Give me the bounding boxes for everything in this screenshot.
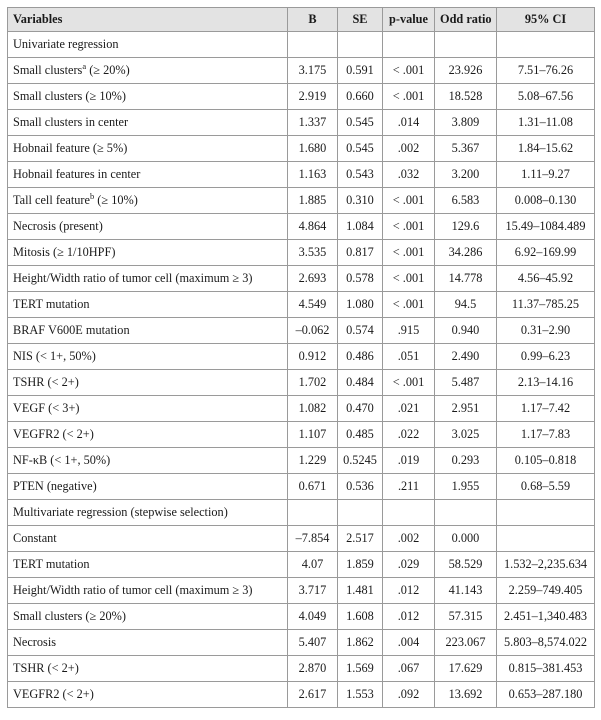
variable-label: TSHR (< 2+) — [13, 375, 79, 389]
cell-or: 23.926 — [435, 58, 497, 84]
variable-cell — [8, 396, 288, 422]
cell-b: 2.693 — [288, 266, 338, 292]
variable-cell — [8, 448, 288, 474]
cell-p: .022 — [383, 422, 435, 448]
table-row — [8, 240, 595, 266]
variable-label: Constant — [13, 531, 57, 545]
variable-label-suffix: (≥ 20%) — [86, 63, 130, 77]
cell-b: 3.535 — [288, 240, 338, 266]
cell-ci: 1.532–2,235.634 — [497, 552, 595, 578]
cell-p: .004 — [383, 630, 435, 656]
table-row — [8, 110, 595, 136]
variable-cell — [8, 136, 288, 162]
cell-or: 1.955 — [435, 474, 497, 500]
variable-label: TSHR (< 2+) — [13, 661, 79, 675]
cell-b: 1.163 — [288, 162, 338, 188]
cell-ci: 1.11–9.27 — [497, 162, 595, 188]
table-row — [8, 604, 595, 630]
cell-b: 0.912 — [288, 344, 338, 370]
cell-ci: 0.31–2.90 — [497, 318, 595, 344]
cell-p: .019 — [383, 448, 435, 474]
cell-p: .012 — [383, 604, 435, 630]
table-row — [8, 656, 595, 682]
cell-or: 2.951 — [435, 396, 497, 422]
header-se: SE — [338, 8, 383, 32]
cell-se — [338, 32, 383, 58]
cell-or: 18.528 — [435, 84, 497, 110]
cell-ci — [497, 526, 595, 552]
cell-or — [435, 32, 497, 58]
cell-or: 129.6 — [435, 214, 497, 240]
section-row — [8, 32, 595, 58]
variable-cell — [8, 162, 288, 188]
cell-b: 3.175 — [288, 58, 338, 84]
cell-ci: 0.105–0.818 — [497, 448, 595, 474]
cell-b: 1.337 — [288, 110, 338, 136]
cell-b: 4.07 — [288, 552, 338, 578]
variable-cell — [8, 682, 288, 708]
cell-or: 5.487 — [435, 370, 497, 396]
cell-se: 0.817 — [338, 240, 383, 266]
table-row — [8, 526, 595, 552]
cell-p: .012 — [383, 578, 435, 604]
cell-or: 3.025 — [435, 422, 497, 448]
cell-se: 0.545 — [338, 136, 383, 162]
cell-or: 57.315 — [435, 604, 497, 630]
cell-ci: 7.51–76.26 — [497, 58, 595, 84]
cell-b: 0.671 — [288, 474, 338, 500]
table-row — [8, 630, 595, 656]
cell-p: .014 — [383, 110, 435, 136]
cell-se: 1.862 — [338, 630, 383, 656]
variable-cell — [8, 422, 288, 448]
cell-or: 13.692 — [435, 682, 497, 708]
table-row — [8, 188, 595, 214]
cell-se: 0.310 — [338, 188, 383, 214]
cell-se: 0.486 — [338, 344, 383, 370]
cell-or: 2.490 — [435, 344, 497, 370]
cell-se: 0.536 — [338, 474, 383, 500]
table-row — [8, 552, 595, 578]
cell-p: .021 — [383, 396, 435, 422]
variable-cell — [8, 578, 288, 604]
cell-ci: 2.451–1,340.483 — [497, 604, 595, 630]
header-95-ci: 95% CI — [497, 8, 595, 32]
cell-p: < .001 — [383, 266, 435, 292]
table-row — [8, 474, 595, 500]
header-row — [8, 8, 595, 32]
cell-se: 0.470 — [338, 396, 383, 422]
cell-p: .067 — [383, 656, 435, 682]
cell-p: .032 — [383, 162, 435, 188]
table-row — [8, 162, 595, 188]
section-label — [8, 32, 288, 58]
table-row — [8, 58, 595, 84]
cell-or: 14.778 — [435, 266, 497, 292]
section-label — [8, 500, 288, 526]
cell-se: 0.660 — [338, 84, 383, 110]
variable-label: Necrosis — [13, 635, 57, 649]
cell-b: 1.107 — [288, 422, 338, 448]
cell-ci: 6.92–169.99 — [497, 240, 595, 266]
cell-se: 0.578 — [338, 266, 383, 292]
cell-b: 2.870 — [288, 656, 338, 682]
cell-se: 1.080 — [338, 292, 383, 318]
cell-ci: 0.815–381.453 — [497, 656, 595, 682]
table-row — [8, 370, 595, 396]
cell-se: 1.569 — [338, 656, 383, 682]
cell-b: 3.717 — [288, 578, 338, 604]
variable-cell — [8, 552, 288, 578]
cell-se: 1.608 — [338, 604, 383, 630]
cell-p: < .001 — [383, 188, 435, 214]
table-header — [8, 8, 595, 32]
cell-se: 0.543 — [338, 162, 383, 188]
table-row — [8, 214, 595, 240]
cell-b: 4.864 — [288, 214, 338, 240]
cell-p: .029 — [383, 552, 435, 578]
variable-label: Small clusters (≥ 10%) — [13, 89, 126, 103]
cell-ci: 0.653–287.180 — [497, 682, 595, 708]
cell-ci: 1.84–15.62 — [497, 136, 595, 162]
cell-se: 0.5245 — [338, 448, 383, 474]
cell-p: < .001 — [383, 370, 435, 396]
variable-cell — [8, 240, 288, 266]
cell-or: 0.293 — [435, 448, 497, 474]
table-row — [8, 84, 595, 110]
variable-cell — [8, 266, 288, 292]
table-row — [8, 318, 595, 344]
section-row — [8, 500, 595, 526]
cell-or — [435, 500, 497, 526]
footnote-marker: a — [82, 61, 87, 71]
variable-cell — [8, 58, 288, 84]
cell-ci — [497, 32, 595, 58]
cell-b: 1.702 — [288, 370, 338, 396]
cell-b: 1.229 — [288, 448, 338, 474]
cell-or: 5.367 — [435, 136, 497, 162]
header-variables: Variables — [8, 8, 288, 32]
variable-label: VEGFR2 (< 2+) — [13, 427, 94, 441]
cell-ci: 4.56–45.92 — [497, 266, 595, 292]
cell-b: 4.049 — [288, 604, 338, 630]
cell-p: < .001 — [383, 292, 435, 318]
table-row — [8, 396, 595, 422]
variable-label: Univariate regression — [13, 37, 119, 51]
variable-cell — [8, 630, 288, 656]
variable-label: TERT mutation — [13, 297, 90, 311]
variable-cell — [8, 656, 288, 682]
header-p-value: p-value — [383, 8, 435, 32]
cell-b: 1.680 — [288, 136, 338, 162]
variable-cell — [8, 344, 288, 370]
cell-se: 2.517 — [338, 526, 383, 552]
variable-cell — [8, 474, 288, 500]
variable-label: Small clusters — [13, 63, 83, 77]
cell-or: 58.529 — [435, 552, 497, 578]
variable-label-suffix: (≥ 10%) — [94, 193, 138, 207]
cell-se: 1.481 — [338, 578, 383, 604]
cell-se: 0.574 — [338, 318, 383, 344]
variable-cell — [8, 604, 288, 630]
variable-cell — [8, 214, 288, 240]
cell-b: 4.549 — [288, 292, 338, 318]
variable-label: Small clusters in center — [13, 115, 129, 129]
cell-or: 223.067 — [435, 630, 497, 656]
cell-b — [288, 32, 338, 58]
variable-cell — [8, 188, 288, 214]
cell-se — [338, 500, 383, 526]
cell-p: .092 — [383, 682, 435, 708]
cell-ci — [497, 500, 595, 526]
variable-label: Tall cell feature — [13, 193, 90, 207]
cell-ci: 2.13–14.16 — [497, 370, 595, 396]
variable-label: VEGF (< 3+) — [13, 401, 80, 415]
cell-p: < .001 — [383, 240, 435, 266]
cell-se: 0.545 — [338, 110, 383, 136]
cell-p — [383, 32, 435, 58]
table-row — [8, 448, 595, 474]
variable-label: Small clusters (≥ 20%) — [13, 609, 126, 623]
variable-label: Multivariate regression (stepwise selection) — [13, 505, 228, 519]
cell-b: –7.854 — [288, 526, 338, 552]
variable-label: PTEN (negative) — [13, 479, 97, 493]
variable-label: Height/Width ratio of tumor cell (maximum ≥ 3) — [13, 583, 253, 597]
variable-label: NF-κB (< 1+, 50%) — [13, 453, 111, 467]
cell-ci: 11.37–785.25 — [497, 292, 595, 318]
variable-label: Hobnail features in center — [13, 167, 141, 181]
cell-or: 17.629 — [435, 656, 497, 682]
cell-or: 0.940 — [435, 318, 497, 344]
table-row — [8, 292, 595, 318]
cell-b: 5.407 — [288, 630, 338, 656]
cell-ci: 0.008–0.130 — [497, 188, 595, 214]
cell-b: 1.885 — [288, 188, 338, 214]
cell-b: 2.919 — [288, 84, 338, 110]
cell-b: 1.082 — [288, 396, 338, 422]
cell-b — [288, 500, 338, 526]
table-row — [8, 136, 595, 162]
variable-cell — [8, 110, 288, 136]
variable-cell — [8, 526, 288, 552]
cell-ci: 1.31–11.08 — [497, 110, 595, 136]
variable-label: TERT mutation — [13, 557, 90, 571]
cell-ci: 15.49–1084.489 — [497, 214, 595, 240]
cell-ci: 1.17–7.83 — [497, 422, 595, 448]
cell-ci: 0.99–6.23 — [497, 344, 595, 370]
cell-or: 6.583 — [435, 188, 497, 214]
variable-cell — [8, 84, 288, 110]
cell-p: < .001 — [383, 214, 435, 240]
cell-p: .211 — [383, 474, 435, 500]
footnote-marker: b — [89, 191, 95, 201]
cell-ci: 2.259–749.405 — [497, 578, 595, 604]
table-row — [8, 344, 595, 370]
cell-p: .051 — [383, 344, 435, 370]
variable-label: VEGFR2 (< 2+) — [13, 687, 94, 701]
cell-se: 1.084 — [338, 214, 383, 240]
header-odd-ratio: Odd ratio — [435, 8, 497, 32]
cell-p: < .001 — [383, 58, 435, 84]
cell-b: 2.617 — [288, 682, 338, 708]
cell-or: 94.5 — [435, 292, 497, 318]
cell-p — [383, 500, 435, 526]
cell-p: < .001 — [383, 84, 435, 110]
variable-label: BRAF V600E mutation — [13, 323, 130, 337]
cell-p: .002 — [383, 526, 435, 552]
variable-label: NIS (< 1+, 50%) — [13, 349, 96, 363]
regression-table-container — [7, 7, 594, 708]
cell-or: 0.000 — [435, 526, 497, 552]
cell-se: 0.485 — [338, 422, 383, 448]
cell-ci: 5.08–67.56 — [497, 84, 595, 110]
cell-p: .915 — [383, 318, 435, 344]
cell-ci: 1.17–7.42 — [497, 396, 595, 422]
cell-se: 0.591 — [338, 58, 383, 84]
variable-label: Hobnail feature (≥ 5%) — [13, 141, 128, 155]
cell-or: 41.143 — [435, 578, 497, 604]
regression-table — [7, 7, 595, 708]
header-b: B — [288, 8, 338, 32]
cell-p: .002 — [383, 136, 435, 162]
table-body — [8, 32, 595, 708]
cell-or: 3.200 — [435, 162, 497, 188]
cell-se: 1.553 — [338, 682, 383, 708]
variable-cell — [8, 292, 288, 318]
variable-cell — [8, 318, 288, 344]
table-row — [8, 266, 595, 292]
cell-se: 0.484 — [338, 370, 383, 396]
variable-label: Height/Width ratio of tumor cell (maximum ≥ 3) — [13, 271, 253, 285]
variable-label: Necrosis (present) — [13, 219, 103, 233]
table-row — [8, 682, 595, 708]
variable-label: Mitosis (≥ 1/10HPF) — [13, 245, 116, 259]
variable-cell — [8, 370, 288, 396]
cell-or: 34.286 — [435, 240, 497, 266]
cell-se: 1.859 — [338, 552, 383, 578]
cell-ci: 0.68–5.59 — [497, 474, 595, 500]
cell-b: –0.062 — [288, 318, 338, 344]
cell-ci: 5.803–8,574.022 — [497, 630, 595, 656]
cell-or: 3.809 — [435, 110, 497, 136]
table-row — [8, 578, 595, 604]
table-row — [8, 422, 595, 448]
